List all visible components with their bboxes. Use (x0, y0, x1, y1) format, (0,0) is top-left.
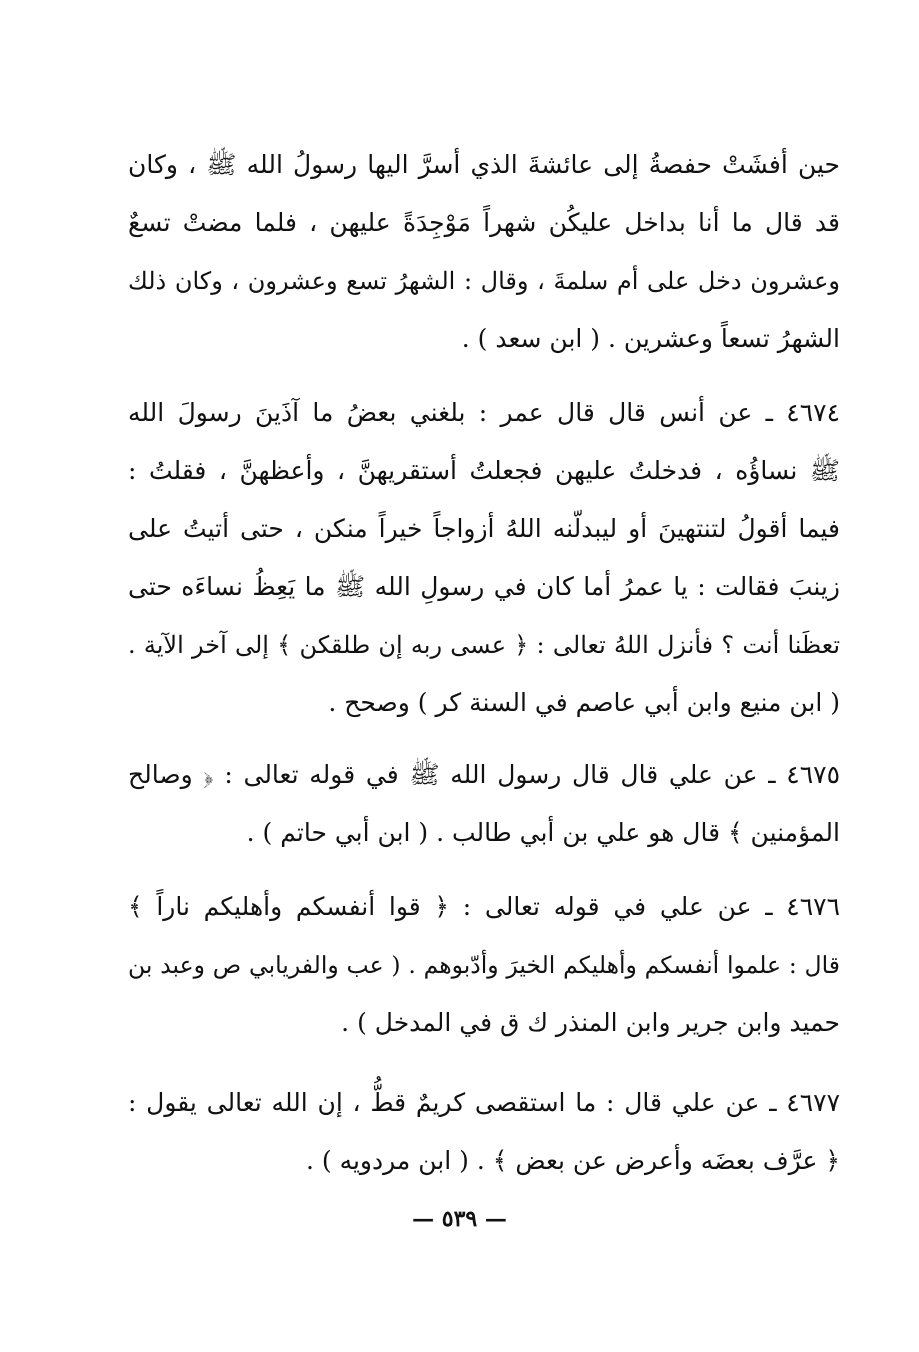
text-line: ﴿ عرَّف بعضَه وأعرض عن بعض ﴾ . ( ابن مردويه ) . (305, 1146, 840, 1175)
hadith-4676 (128, 878, 840, 1052)
text-line: قد قال ما أنا بداخل عليكُن شهراً مَوْجِدَةً عليهن ، فلما مضتْ تسعٌ (128, 208, 840, 237)
hadith-4675 (128, 746, 840, 862)
text-line: فيما أقولُ لتنتهينَ أو ليبدلّنه اللهُ أزواجاً خيراً منكن ، حتى أتيتُ على (128, 514, 840, 543)
text-line: ٤٦٧٦ ـ عن علي في قوله تعالى : ﴿ قوا أنفسكم وأهليكم ناراً ﴾ (128, 892, 840, 921)
paragraph-continuation (128, 136, 840, 368)
hadith-4674 (128, 384, 840, 732)
text-line: زينبَ فقالت : يا عمرُ أما كان في رسولِ الله ﷺ ما يَعِظُ نساءَه حتى (128, 572, 840, 601)
text-line: الشهرُ تسعاً وعشرين . ( ابن سعد ) . (461, 324, 840, 353)
text-line: ٤٦٧٧ ـ عن علي قال : ما استقصى كريمٌ قطُّ ، إن الله تعالى يقول : (128, 1088, 840, 1117)
text-line: حميد وابن جرير وابن المنذر ك ق في المدخل ) . (341, 1008, 840, 1037)
text-line: ٤٦٧٥ ـ عن علي قال قال رسول الله ﷺ في قوله تعالى : ﴿ وصالح (128, 760, 840, 789)
text-line: حين أفشَتْ حفصةُ إلى عائشةَ الذي أسرَّ اليها رسولُ الله ﷺ ، وكان (128, 150, 840, 179)
text-line: ٤٦٧٤ ـ عن أنس قال قال عمر : بلغني بعضُ ما آذَينَ رسولَ الله (128, 398, 840, 427)
text-line: وعشرون دخل على أم سلمةَ ، وقال : الشهرُ تسع وعشرون ، وكان ذلك (128, 267, 840, 295)
hadith-4677 (128, 1074, 840, 1190)
text-line: المؤمنين ﴾ قال هو علي بن أبي طالب . ( ابن أبي حاتم ) . (246, 818, 840, 847)
text-line: ( ابن منيع وابن أبي عاصم في السنة كر ) وصحح . (328, 688, 840, 717)
text-line: قال : علموا أنفسكم وأهليكم الخيرَ وأدّبوهم . ( عب والفريابي ص وعبد بن (128, 951, 840, 979)
text-line: تعظَنا أنت ؟ فأنزل اللهُ تعالى : ﴿ عسى ربه إن طلقكن ﴾ إلى آخر الآية . (128, 631, 840, 659)
page-number: — ٥٣٩ — (412, 1206, 507, 1232)
text-line: ﷺ نساؤُه ، فدخلتُ عليهن فجعلتُ أستقريهنَّ ، وأعظهنَّ ، فقلتُ : (128, 456, 840, 485)
